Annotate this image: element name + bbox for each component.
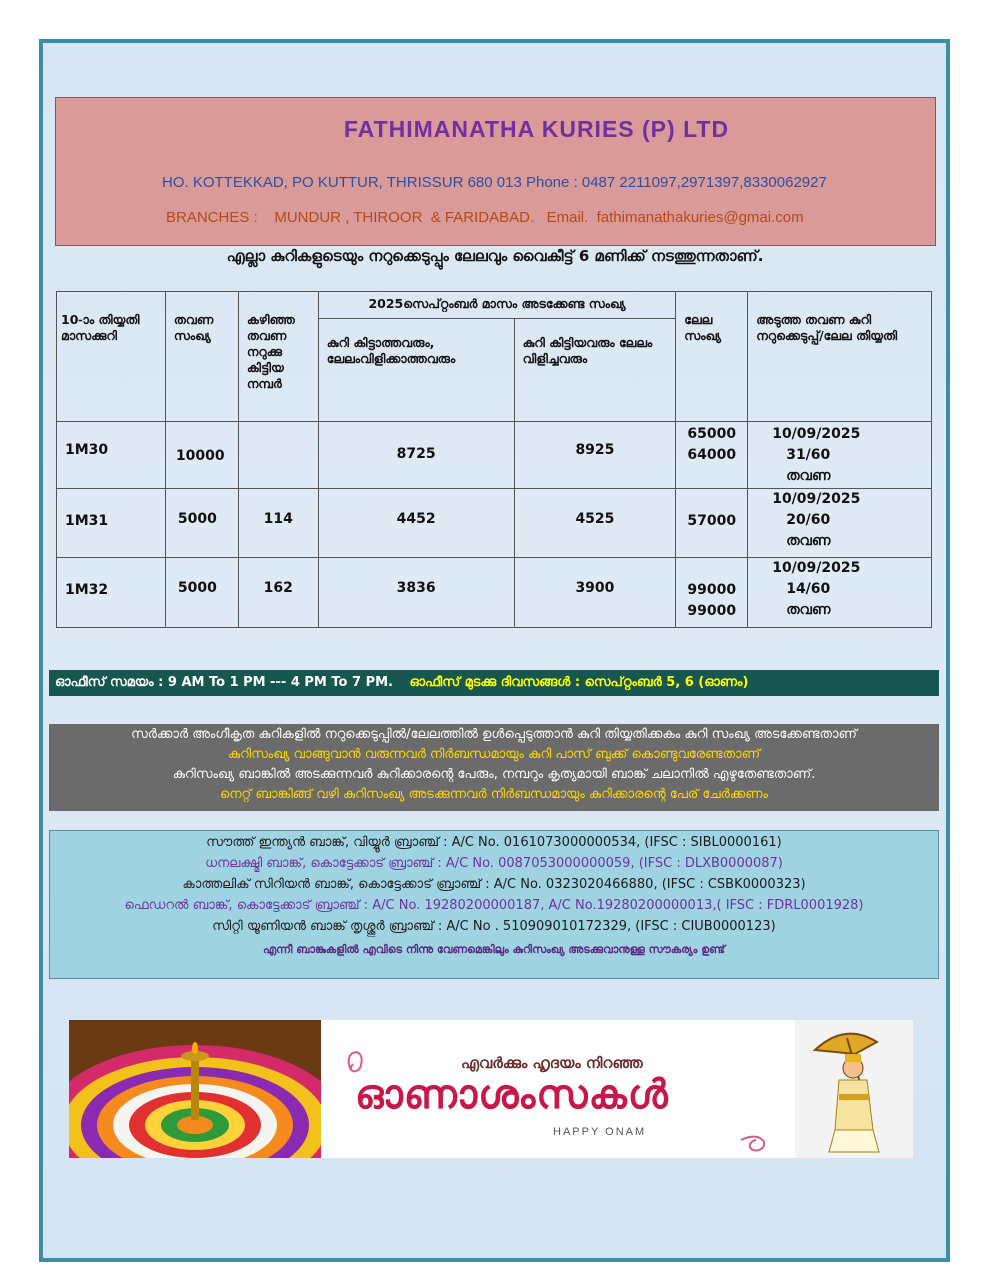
cell-next-date xyxy=(748,558,932,628)
bank-details-box xyxy=(49,830,939,979)
onam-greeting xyxy=(321,1020,795,1158)
installment-label: തവണ xyxy=(786,533,831,549)
bank-account-line: സിറ്റി യൂണിയൻ ബാങ്ക് തൃശ്ശൂർ ബ്രാഞ്ച് : A/C No . 510909010172329, (IFSC : CIUB0000123) xyxy=(212,919,776,934)
header-amount-label: തവണ സംഖ്യ xyxy=(173,312,214,343)
auction-amount: 57000 xyxy=(687,513,737,529)
company-header xyxy=(55,97,936,246)
office-hours-bar xyxy=(49,670,939,696)
happy-onam: HAPPY ONAM xyxy=(553,1126,647,1138)
bank-account-line: കാത്തലിക് സിറിയൻ ബാങ്ക്, കൊട്ടേക്കാട് ബ്രാഞ്ച് : A/C No. 0323020466880, (IFSC : CSBK0000323) xyxy=(182,877,806,892)
cell-last-number: 162 xyxy=(238,558,318,628)
header-group: 2025സെപ്റ്റംബർ മാസം അടക്കേണ്ട സംഖ്യ xyxy=(318,292,676,319)
header-received: കുറി കിട്ടിയവരും ലേലം വിളിച്ചവരും xyxy=(514,319,676,422)
cell-not-received: 3836 xyxy=(318,558,514,628)
header-not-received: കുറി കിട്ടാത്തവരും, ലേലംവിളിക്കാത്തവരും xyxy=(318,319,514,422)
cell-amount: 10000 xyxy=(165,422,238,489)
instructions-box xyxy=(49,724,939,811)
cell-not-received: 8725 xyxy=(318,422,514,489)
table-row xyxy=(57,489,932,558)
auction-amount: 65000 xyxy=(687,426,737,442)
installment: 20/60 xyxy=(786,512,831,528)
cell-received: 4525 xyxy=(514,489,676,558)
bank-account-line: ഫെഡറൽ ബാങ്ക്, കൊട്ടേക്കാട് ബ്രാഞ്ച് : A/C No. 19280200000187, A/C No.19280200000013,( IFSC : FDRL0001928) xyxy=(124,898,864,913)
company-name: FATHIMANATHA KURIES (P) LTD xyxy=(343,116,730,142)
instruction-line: കുറിസംഖ്യ ബാങ്കിൽ അടക്കുന്നവർ കുറിക്കാരന്റെ പേരും, നമ്പറും കൃത്യമായി ബാങ്ക് ചലാനിൽ എഴുതേണ്ടതാണ്. xyxy=(172,767,816,782)
head-office-address: HO. KOTTEKKAD, PO KUTTUR, THRISSUR 680 013 Phone : 0487 2211097,2971397,8330062927 xyxy=(162,174,827,191)
instruction-line: നെറ്റ് ബാങ്കിങ്ങ് വഴി കുറിസംഖ്യ അടക്കുന്നവർ നിർബന്ധമായും കുറിക്കാരന്റെ പേര് ചേർക്കണം xyxy=(220,787,768,802)
auction-amount: 64000 xyxy=(687,447,737,463)
installment-label: തവണ xyxy=(786,602,831,618)
cell-received: 8925 xyxy=(514,422,676,489)
next-date: 10/09/2025 xyxy=(772,426,861,442)
onam-subtitle: എവർക്കും ഹൃദയം നിറഞ്ഞ xyxy=(461,1054,643,1072)
cell-not-received: 4452 xyxy=(318,489,514,558)
maveli-image xyxy=(795,1020,913,1158)
cell-kuri: 1M32 xyxy=(57,558,166,628)
pookalam-image xyxy=(69,1020,321,1158)
installment: 14/60 xyxy=(786,581,831,597)
table-row xyxy=(57,422,932,489)
cell-last-number: 114 xyxy=(238,489,318,558)
cell-kuri: 1M30 xyxy=(57,422,166,489)
installment-label: തവണ xyxy=(786,468,831,484)
cell-amount: 5000 xyxy=(165,558,238,628)
draw-notice: എല്ലാ കുറികളുടെയും നറുക്കെടുപ്പും ലേലവും വൈകീട്ട് 6 മണിക്ക് നടത്തുന്നതാണ്. xyxy=(226,247,764,265)
cell-next-date xyxy=(748,489,932,558)
header-auction xyxy=(676,292,748,422)
header-last-number-label: കഴിഞ്ഞ തവണ നറുക്കു കിട്ടിയ നമ്പർ xyxy=(246,312,295,391)
onam-title: ഓണാശംസകൾ xyxy=(355,1072,669,1118)
cell-auction xyxy=(676,489,748,558)
cell-last-number xyxy=(238,422,318,489)
instruction-line: സർക്കാർ അംഗീകൃത കുറികളിൽ നറുക്കെടുപ്പിൽ/ലേലത്തിൽ ഉൾപ്പെടുത്താൻ കുറി തിയ്യതിക്കകം കുറി സംഖ്യ അടക്കേണ്ടതാണ് xyxy=(131,727,857,742)
cell-amount: 5000 xyxy=(165,489,238,558)
installment: 31/60 xyxy=(786,447,831,463)
table-row xyxy=(57,558,932,628)
office-timing: ഓഫീസ് സമയം : 9 AM To 1 PM --- 4 PM To 7 PM. xyxy=(55,675,393,690)
header-next-date xyxy=(748,292,932,422)
branches-line: BRANCHES : MUNDUR , THIROOR & FARIDABAD. Email. fathimanathakuries@gmai.com xyxy=(166,209,804,226)
bank-note: എന്നീ ബാങ്കുകളിൽ എവിടെ നിന്നു വേണമെങ്കിലും കുറിസംഖ്യ അടക്കുവാനുള്ള സൗകര്യം ഉണ്ട് xyxy=(262,943,726,956)
cell-auction xyxy=(676,422,748,489)
cell-auction xyxy=(676,558,748,628)
next-date: 10/09/2025 xyxy=(772,560,861,576)
auction-amount: 99000 xyxy=(687,603,737,619)
cell-received: 3900 xyxy=(514,558,676,628)
instruction-line: കുറിസംഖ്യ വാങ്ങുവാൻ വരുന്നവർ നിർബന്ധമായും കുറി പാസ് ബുക്ക് കൊണ്ടുവരേണ്ടതാണ് xyxy=(227,747,761,762)
header-last-number xyxy=(238,292,318,422)
header-next-date-label: അടുത്ത തവണ കുറി നറുക്കെടുപ്പ്/ലേല തിയ്യതി xyxy=(756,312,898,343)
header-kuri-label: 10-ാം തിയ്യതി മാസക്കുറി xyxy=(61,312,140,343)
bank-account-line: ധനലക്ഷ്മി ബാങ്ക്, കൊട്ടേക്കാട് ബ്രാഞ്ച് : A/C No. 0087053000000059, (IFSC : DLXB0000087) xyxy=(205,856,783,871)
auction-amount: 99000 xyxy=(687,582,737,598)
header-auction-label: ലേല സംഖ്യ xyxy=(684,312,722,343)
office-holiday: ഓഫീസ് മുടക്കു ദിവസങ്ങൾ : സെപ്റ്റംബർ 5, 6 (ഓണം) xyxy=(409,675,749,690)
bank-account-line: സൗത്ത് ഇന്ത്യൻ ബാങ്ക്, വിയ്യൂർ ബ്രാഞ്ച് : A/C No. 0161073000000534, (IFSC : SIBL0000161) xyxy=(206,835,782,850)
next-date: 10/09/2025 xyxy=(772,491,861,507)
header-kuri xyxy=(57,292,166,422)
cell-next-date xyxy=(748,422,932,489)
kuri-table xyxy=(56,291,932,628)
cell-kuri: 1M31 xyxy=(57,489,166,558)
header-amount xyxy=(165,292,238,422)
onam-banner xyxy=(69,1020,913,1158)
